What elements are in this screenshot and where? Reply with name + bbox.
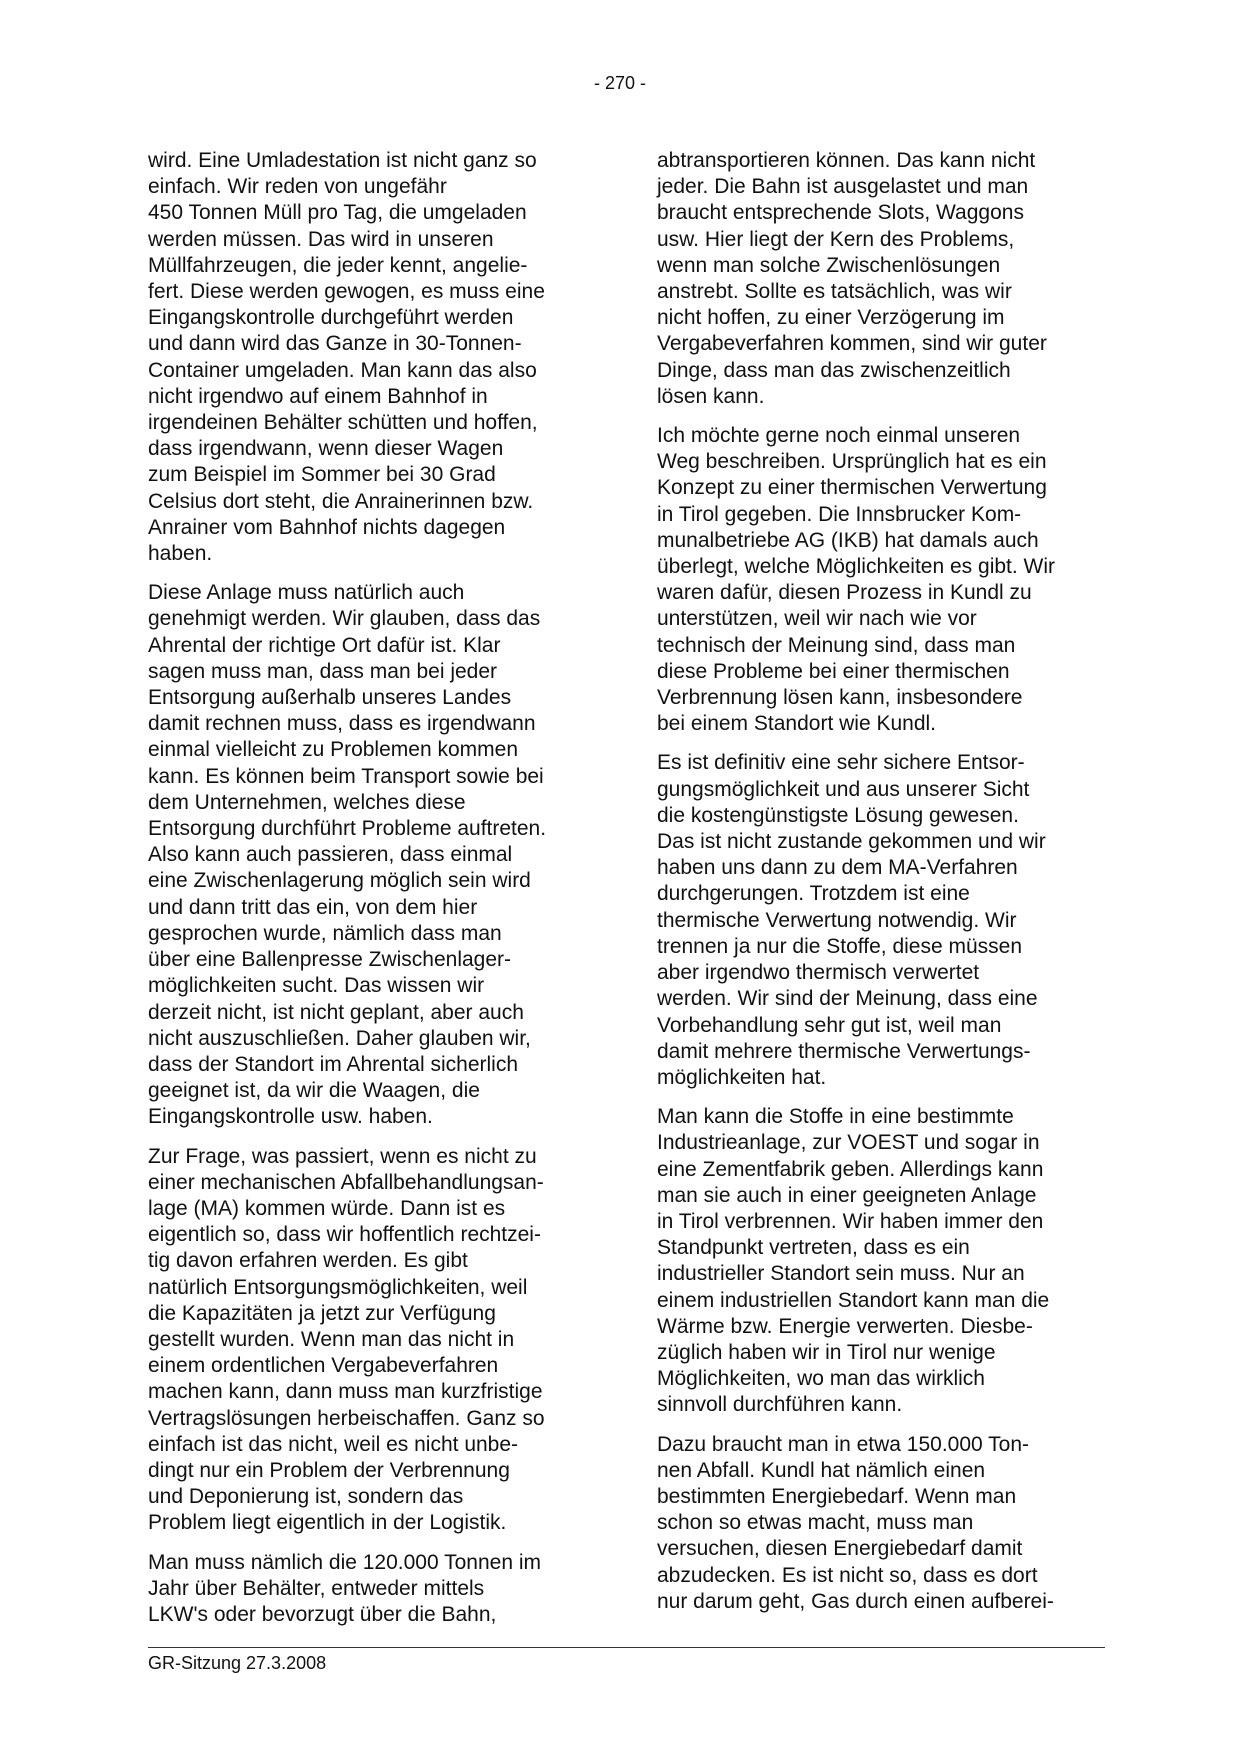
footer-divider	[148, 1647, 1105, 1648]
paragraph: Diese Anlage muss natürlich auch genehmigt werden. Wir glauben, dass das Ahrental der richtige Ort dafür ist. Klar sagen muss man, dass man bei jeder Entsorgung außerhalb unseres Landes damit rechnen muss, dass es irgendwann einmal vielleicht zu Problemen kommen kann. Es können beim Transport sowie bei dem Unternehmen, welches diese Entsorgung durchführt Probleme auftreten. Also kann auch passieren, dass einmal eine Zwischenlagerung möglich sein wird und dann tritt das ein, von dem hier gesprochen wurde, nämlich dass man über eine Ballenpresse Zwischenlager- möglichkeiten sucht. Das wissen wir derzeit nicht, ist nicht geplant, aber auch nicht auszuschließen. Daher glauben wir, dass der Standort im Ahrental sicherlich geeignet ist, da wir die Waagen, die Eingangskontrolle usw. haben.	[148, 581, 547, 1129]
paragraph: Man kann die Stoffe in eine bestimmte Industrieanlage, zur VOEST und sogar in eine Zementfabrik geben. Allerdings kann man sie auch in einer geeigneten Anlage in Tirol verbrennen. Wir haben immer den Standpunkt vertreten, dass es ein industrieller Standort sein muss. Nur an einem industriellen Standort kann man die Wärme bzw. Energie verwerten. Diesbe- züglich haben wir in Tirol nur wenige Möglichkeiten, wo man das wirklich sinnvoll durchführen kann.	[657, 1105, 1050, 1417]
left-column	[148, 148, 596, 1641]
paragraph: Man muss nämlich die 120.000 Tonnen im Jahr über Behälter, entweder mittels LKW's oder bevorzugt über die Bahn,	[148, 1550, 542, 1626]
paragraph: wird. Eine Umladestation ist nicht ganz so einfach. Wir reden von ungefähr 450 Tonnen Müll pro Tag, die umgeladen werden müssen. Das wird in unseren Müllfahrzeugen, die jeder kennt, angelie- fert. Diese werden gewogen, es muss eine Eingangskontrolle durchgeführt werden und dann wird das Ganze in 30-Tonnen- Container umgeladen. Man kann das also nicht irgendwo auf einem Bahnhof in irgendeinen Behälter schütten und hoffen, dass irgendwann, wenn dieser Wagen zum Beispiel im Sommer bei 30 Grad Celsius dort steht, die Anrainerinnen bzw. Anrainer vom Bahnhof nichts dagegen haben.	[148, 149, 545, 566]
paragraph: Zur Frage, was passiert, wenn es nicht zu einer mechanischen Abfallbehandlungsan- lage (MA) kommen würde. Dann ist es eigentlich so, dass wir hoffentlich rechtzei- tig davon erfahren werden. Es gibt natürlich Entsorgungsmöglichkeiten, weil die Kapazitäten ja jetzt zur Verfügung gestellt wurden. Wenn man das nicht in einem ordentlichen Vergabeverfahren machen kann, dann muss man kurzfristige Vertragslösungen herbeischaffen. Ganz so einfach ist das nicht, weil es nicht unbe- dingt nur ein Problem der Verbrennung und Deponierung ist, sondern das Problem liegt eigentlich in der Logistik.	[148, 1144, 545, 1535]
paragraph: abtransportieren können. Das kann nicht jeder. Die Bahn ist ausgelastet und man braucht entsprechende Slots, Waggons usw. Hier liegt der Kern des Problems, wenn man solche Zwischenlösungen anstrebt. Sollte es tatsächlich, was wir nicht hoffen, zu einer Verzögerung im Vergabeverfahren kommen, sind wir guter Dinge, dass man das zwischenzeitlich lösen kann.	[657, 149, 1047, 408]
paragraph: Es ist definitiv eine sehr sichere Entsor- gungsmöglichkeit und aus unserer Sicht die kostengünstigste Lösung gewesen. Das ist nicht zustande gekommen und wir haben uns dann zu dem MA-Verfahren durchgerungen. Trotzdem ist eine thermische Verwertung notwendig. Wir trennen ja nur die Stoffe, diese müssen aber irgendwo thermisch verwertet werden. Wir sind der Meinung, dass eine Vorbehandlung sehr gut ist, weil man damit mehrere thermische Verwertungs- möglichkeiten hat.	[657, 751, 1046, 1089]
right-column	[657, 148, 1109, 1628]
page-number: - 270 -	[593, 73, 647, 93]
paragraph: Dazu braucht man in etwa 150.000 Ton- nen Abfall. Kundl hat nämlich einen bestimmten Energiebedarf. Wenn man schon so etwas macht, muss man versuchen, diesen Energiebedarf damit abzudecken. Es ist nicht so, dass es dort nur darum geht, Gas durch einen aufberei-	[657, 1432, 1054, 1613]
footer-text: GR-Sitzung 27.3.2008	[148, 1653, 327, 1673]
paragraph: Ich möchte gerne noch einmal unseren Weg beschreiben. Ursprünglich hat es ein Konzept zu einer thermischen Verwertung in Tirol gegeben. Die Innsbrucker Kom- munalbetriebe AG (IKB) hat damals auch überlegt, welche Möglichkeiten es gibt. Wir waren dafür, diesen Prozess in Kundl zu unterstützen, weil wir nach wie vor technisch der Meinung sind, dass man diese Probleme bei einer thermischen Verbrennung lösen kann, insbesondere bei einem Standort wie Kundl.	[657, 424, 1056, 736]
